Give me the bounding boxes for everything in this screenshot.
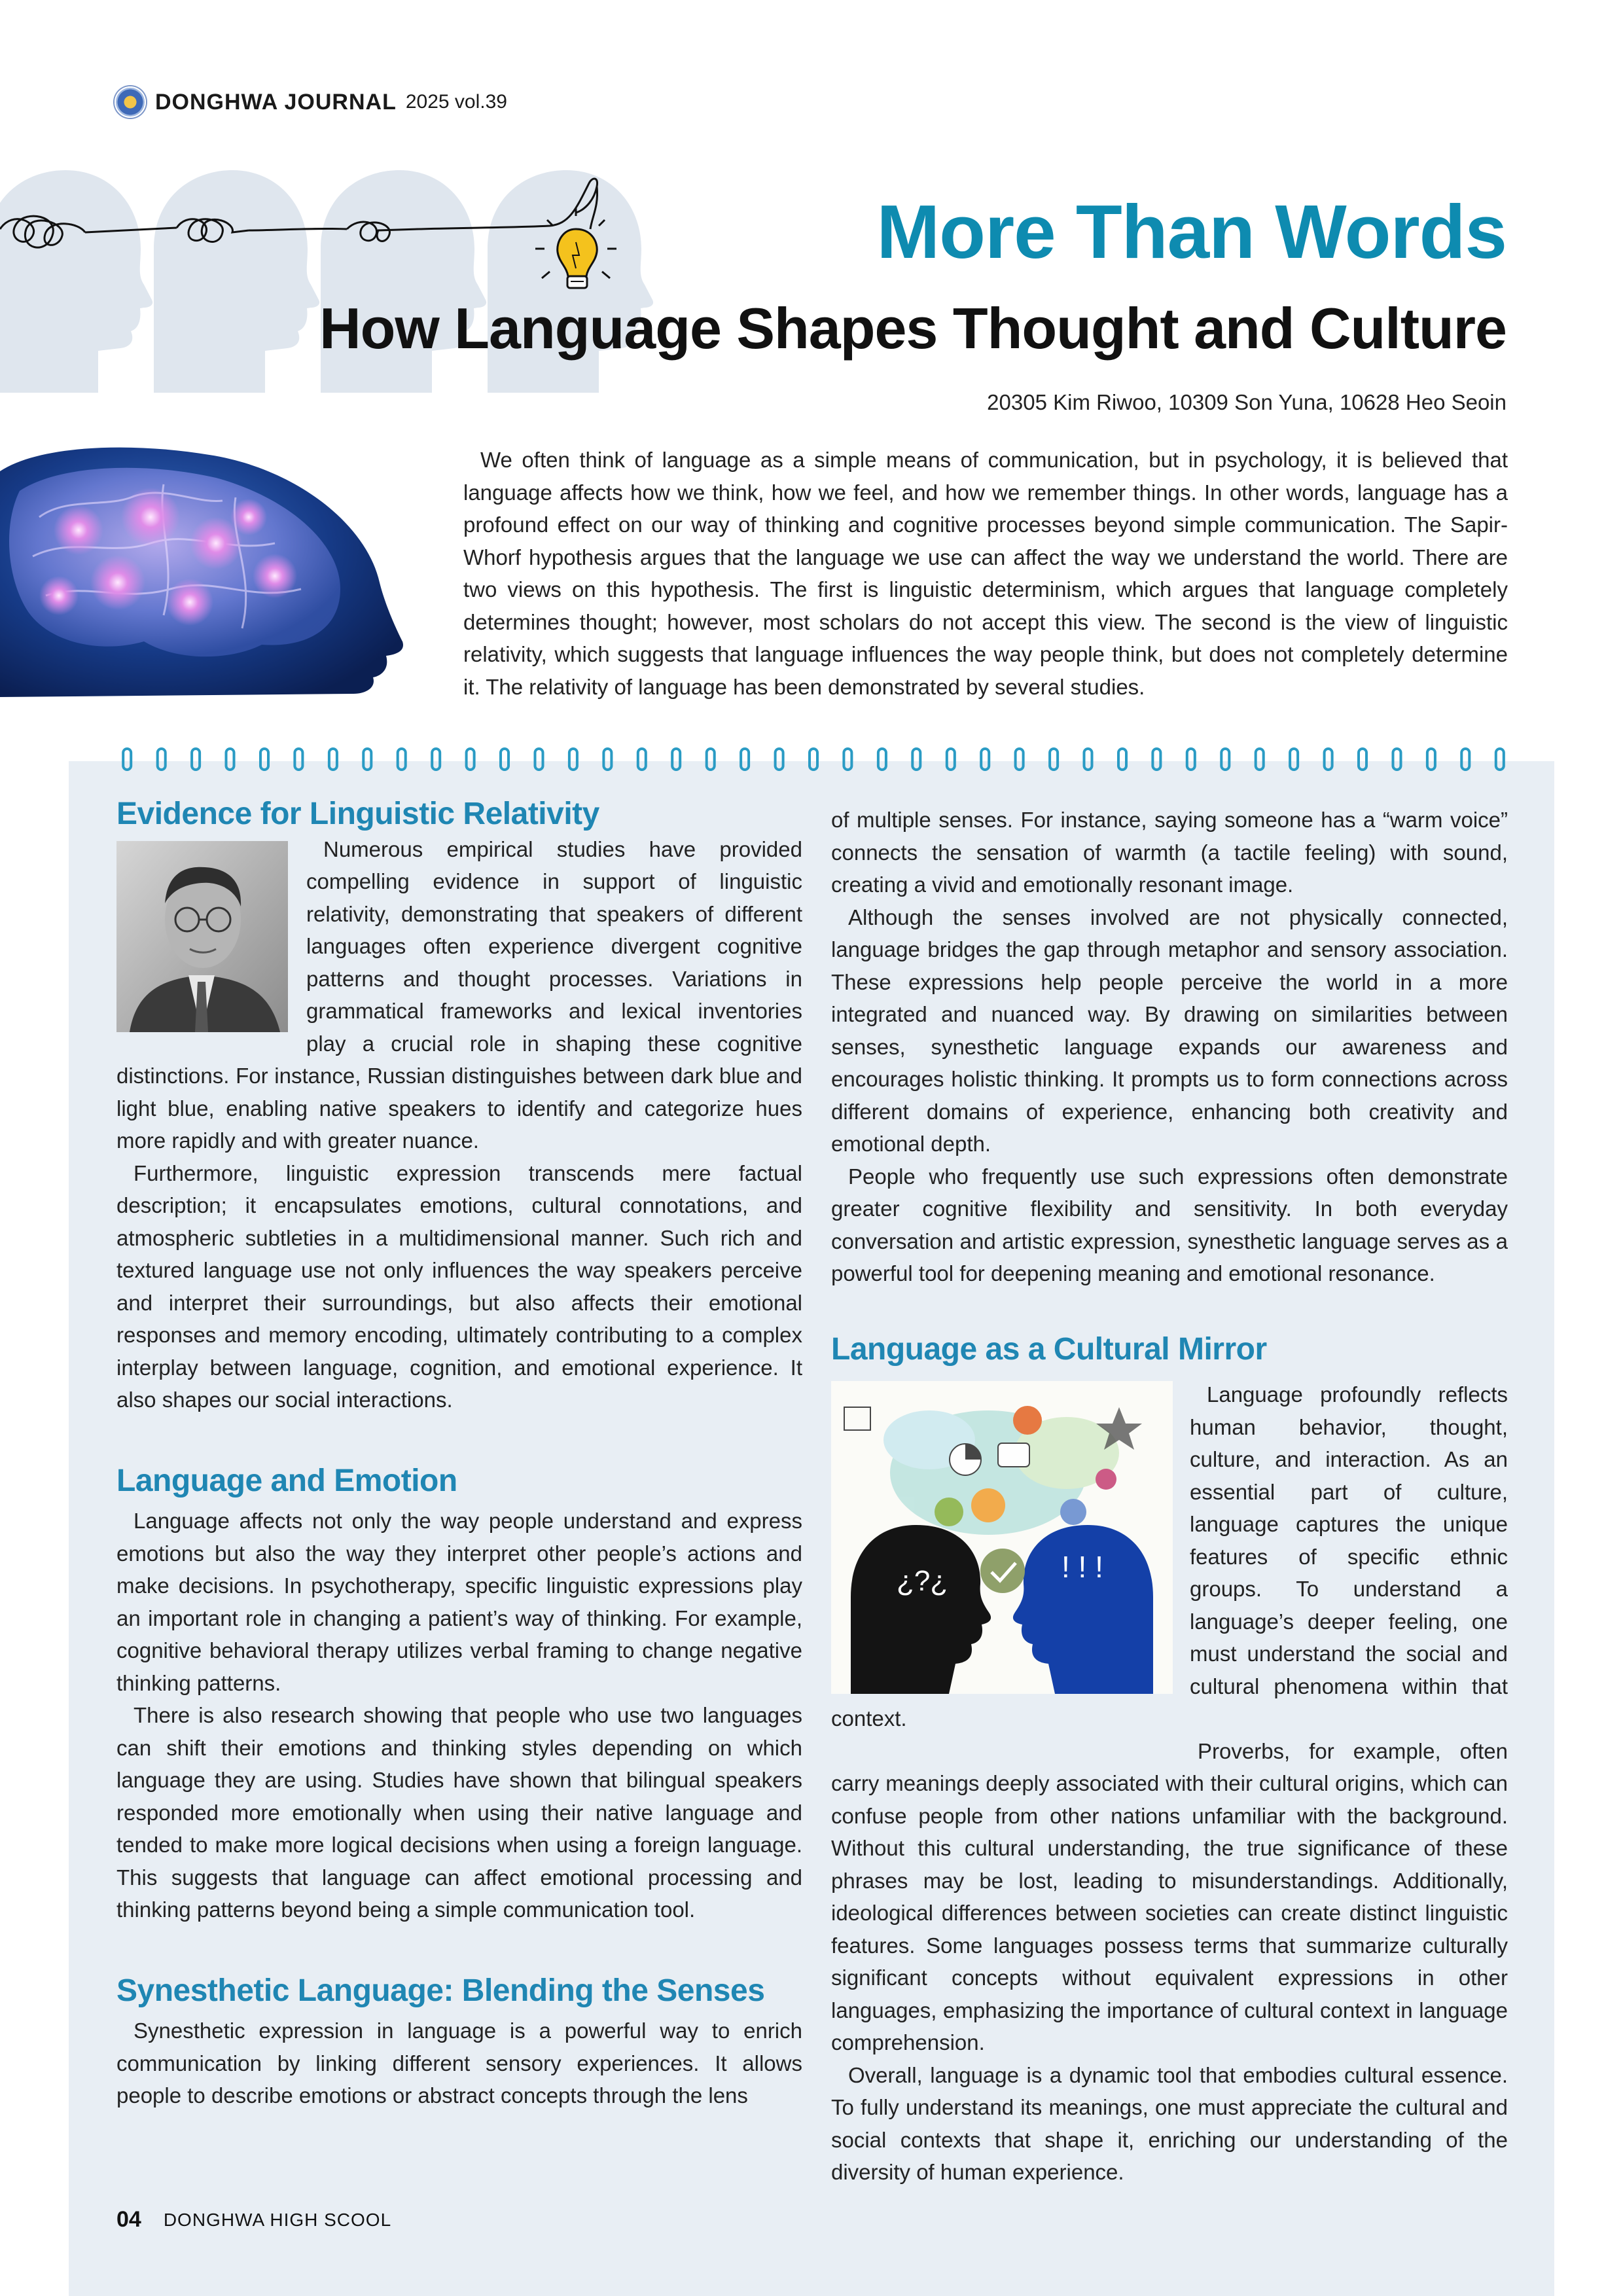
binding-ring <box>878 749 886 770</box>
heading-culture: Language as a Cultural Mirror <box>831 1331 1267 1367</box>
synesthetic-paragraph-2: Although the senses involved are not physically connected, language bridges the gap through metaphor and sensory association. These expressions help people perceive the world in a more integrated and nuanced way. By drawing on similarities between senses, synesthetic language expands our awareness and encourages holistic thinking. It prompts us to form connections across different domains of experience, enhancing both creativity and emotional depth. <box>831 905 1508 1156</box>
binding-ring <box>123 749 131 770</box>
article-subtitle: How Language Shapes Thought and Culture <box>319 296 1507 361</box>
binding-ring <box>981 749 989 770</box>
binding-ring <box>1461 749 1469 770</box>
page-number: 04 <box>116 2207 141 2232</box>
binding-ring <box>707 749 715 770</box>
binding-ring <box>672 749 680 770</box>
binding-ring <box>226 749 234 770</box>
binding-ring <box>1359 749 1366 770</box>
binding-ring <box>294 749 302 770</box>
synesthetic-paragraph-1-continued: of multiple senses. For instance, saying someone has a “warm voice” connects the sensation of warmth (a tactile feeling) with sound, creating a vivid and emotionally resonant image. <box>831 808 1508 897</box>
heading-emotion: Language and Emotion <box>116 1463 457 1498</box>
binding-ring <box>810 749 817 770</box>
journal-volume: 2025 vol.39 <box>405 91 507 113</box>
emotion-paragraph-1: Language affects not only the way people understand and express emotions but also the way they interpret other people’s actions and make decisions. In psychotherapy, specific linguistic expressions play an important role in changing a patient’s way of thinking. For example, cognitive behavioral therapy utilizes verbal framing to change negative thinking patterns. <box>116 1509 802 1695</box>
binding-ring <box>535 749 543 770</box>
two-heads-ideas-image <box>831 1381 1173 1694</box>
binding-ring <box>844 749 851 770</box>
journal-header <box>115 86 507 118</box>
article-authors: 20305 Kim Riwoo, 10309 Son Yuna, 10628 Heo Seoin <box>987 390 1507 414</box>
binding-rings <box>110 746 1517 772</box>
evidence-paragraph-1: Numerous empirical studies have provided compelling evidence in support of linguistic relativity, demonstrating that speakers of different languages often experience divergent cognitive patterns and thought processes. Variations in grammatical frameworks and lexical inventories play a crucial role in shaping these cognitive distinctions. For instance, Russian distinguishes between dark blue and light blue, enabling native speakers to identify and categorize hues more rapidly and with greater nuance. <box>116 836 802 1153</box>
binding-ring <box>1325 749 1332 770</box>
glowing-brain-image <box>0 445 407 697</box>
right-column <box>831 804 1508 2189</box>
culture-paragraph-3: Overall, language is a dynamic tool that embodies cultural essence. To fully understand its meanings, one must appreciate the cultural and social contexts that shape it, enriching our understanding of the diversity of human experience. <box>831 2062 1508 2185</box>
left-column <box>116 795 802 2112</box>
binding-ring <box>1290 749 1298 770</box>
binding-ring <box>1256 749 1264 770</box>
binding-ring <box>1050 749 1058 770</box>
article-title: More Than Words <box>876 189 1507 274</box>
culture-paragraph-1: Language profoundly reflects human behavior, thought, culture, and interaction. As an essential part of culture, language captures the unique features of specific ethnic groups. To understand a language’s deeper feeling, one must understand the social and cultural phenomena within that context. <box>831 1382 1508 1731</box>
page-footer <box>116 2207 391 2233</box>
emotion-paragraph-2: There is also research showing that people who use two languages can shift their emotions and thinking styles depending on which language they are using. Studies have shown that bilingual speakers responded more emotionally when using their native language and tended to make more logical decisions when using a foreign language. This suggests that language can affect emotional processing and thinking patterns beyond being a simple communication tool. <box>116 1703 802 1922</box>
evidence-paragraph-2: Furthermore, linguistic expression transcends mere factual description; it encapsulates emotions, cultural connotations, and atmospheric subtleties in a multidimensional manner. Such rich and textured language use not only influences the way speakers perceive and interpret their surroundings, but also affects their emotional responses and memory encoding, ultimately contributing to a complex interplay between language, cognition, and emotional experience. It also shapes our social interactions. <box>116 1160 802 1412</box>
binding-ring <box>158 749 166 770</box>
binding-ring <box>1187 749 1195 770</box>
school-logo-icon <box>115 86 146 118</box>
binding-ring <box>467 749 474 770</box>
binding-ring <box>501 749 508 770</box>
heading-evidence: Evidence for Linguistic Relativity <box>116 797 599 831</box>
portrait-photo <box>116 841 288 1032</box>
binding-ring <box>912 749 920 770</box>
binding-ring <box>398 749 406 770</box>
binding-ring <box>741 749 749 770</box>
school-name: DONGHWA HIGH SCOOL <box>163 2209 392 2230</box>
binding-ring <box>603 749 611 770</box>
binding-ring <box>1221 749 1229 770</box>
binding-ring <box>1427 749 1435 770</box>
svg-text:! ! !: ! ! ! <box>1061 1550 1103 1585</box>
binding-ring <box>260 749 268 770</box>
binding-ring <box>776 749 783 770</box>
heads-lightbulb-illustration <box>0 151 654 399</box>
binding-ring <box>432 749 440 770</box>
binding-ring <box>1152 749 1160 770</box>
heading-synesthetic: Synesthetic Language: Blending the Senses <box>116 1973 765 2008</box>
binding-ring <box>1084 749 1092 770</box>
binding-ring <box>329 749 337 770</box>
binding-ring <box>192 749 200 770</box>
synesthetic-paragraph-1: Synesthetic expression in language is a powerful way to enrich communication by linking different sensory experiences. It allows people to describe emotions or abstract concepts through the lens <box>116 2018 802 2108</box>
binding-ring <box>1118 749 1126 770</box>
binding-ring <box>1496 749 1504 770</box>
binding-ring <box>1393 749 1401 770</box>
synesthetic-paragraph-3: People who frequently use such expressions often demonstrate greater cognitive flexibility and sensitivity. In both everyday conversation and artistic expression, synesthetic language serves as a powerful tool for deepening meaning and emotional resonance. <box>831 1164 1508 1285</box>
binding-ring <box>947 749 955 770</box>
svg-text:¿?¿: ¿?¿ <box>897 1565 948 1598</box>
culture-paragraph-2: Proverbs, for example, often carry meanings deeply associated with their cultural origins, which can confuse people from other nations unfamiliar with the background. Without this cultural understanding, the true significance of these phrases may be lost, leading to misunderstandings. Additionally, ideological differences between societies can create distinct linguistic features. Some languages possess terms that summarize culturally significant concepts without equivalent expressions in other languages, emphasizing the importance of cultural context in language comprehension. <box>831 1738 1508 2055</box>
binding-ring <box>638 749 646 770</box>
intro-paragraph: We often think of language as a simple means of communication, but in psychology, it is believed that language affects how we think, how we feel, and how we remember things. In other words, language has a profound effect on our way of thinking and cognitive processes beyond simple communication. The Sapir-Whorf hypothesis argues that the language we use can affect the way we understand the world. There are two views on this hypothesis. The first is linguistic determinism, which argues that language completely determines thought; however, most scholars do not accept this view. The second is the view of linguistic relativity, which suggests that language influences the way people think, but does not completely determine it. The relativity of language has been demonstrated by several studies. <box>463 448 1508 699</box>
journal-name: DONGHWA JOURNAL <box>155 89 397 115</box>
binding-ring <box>569 749 577 770</box>
binding-ring <box>363 749 371 770</box>
binding-ring <box>1016 749 1024 770</box>
